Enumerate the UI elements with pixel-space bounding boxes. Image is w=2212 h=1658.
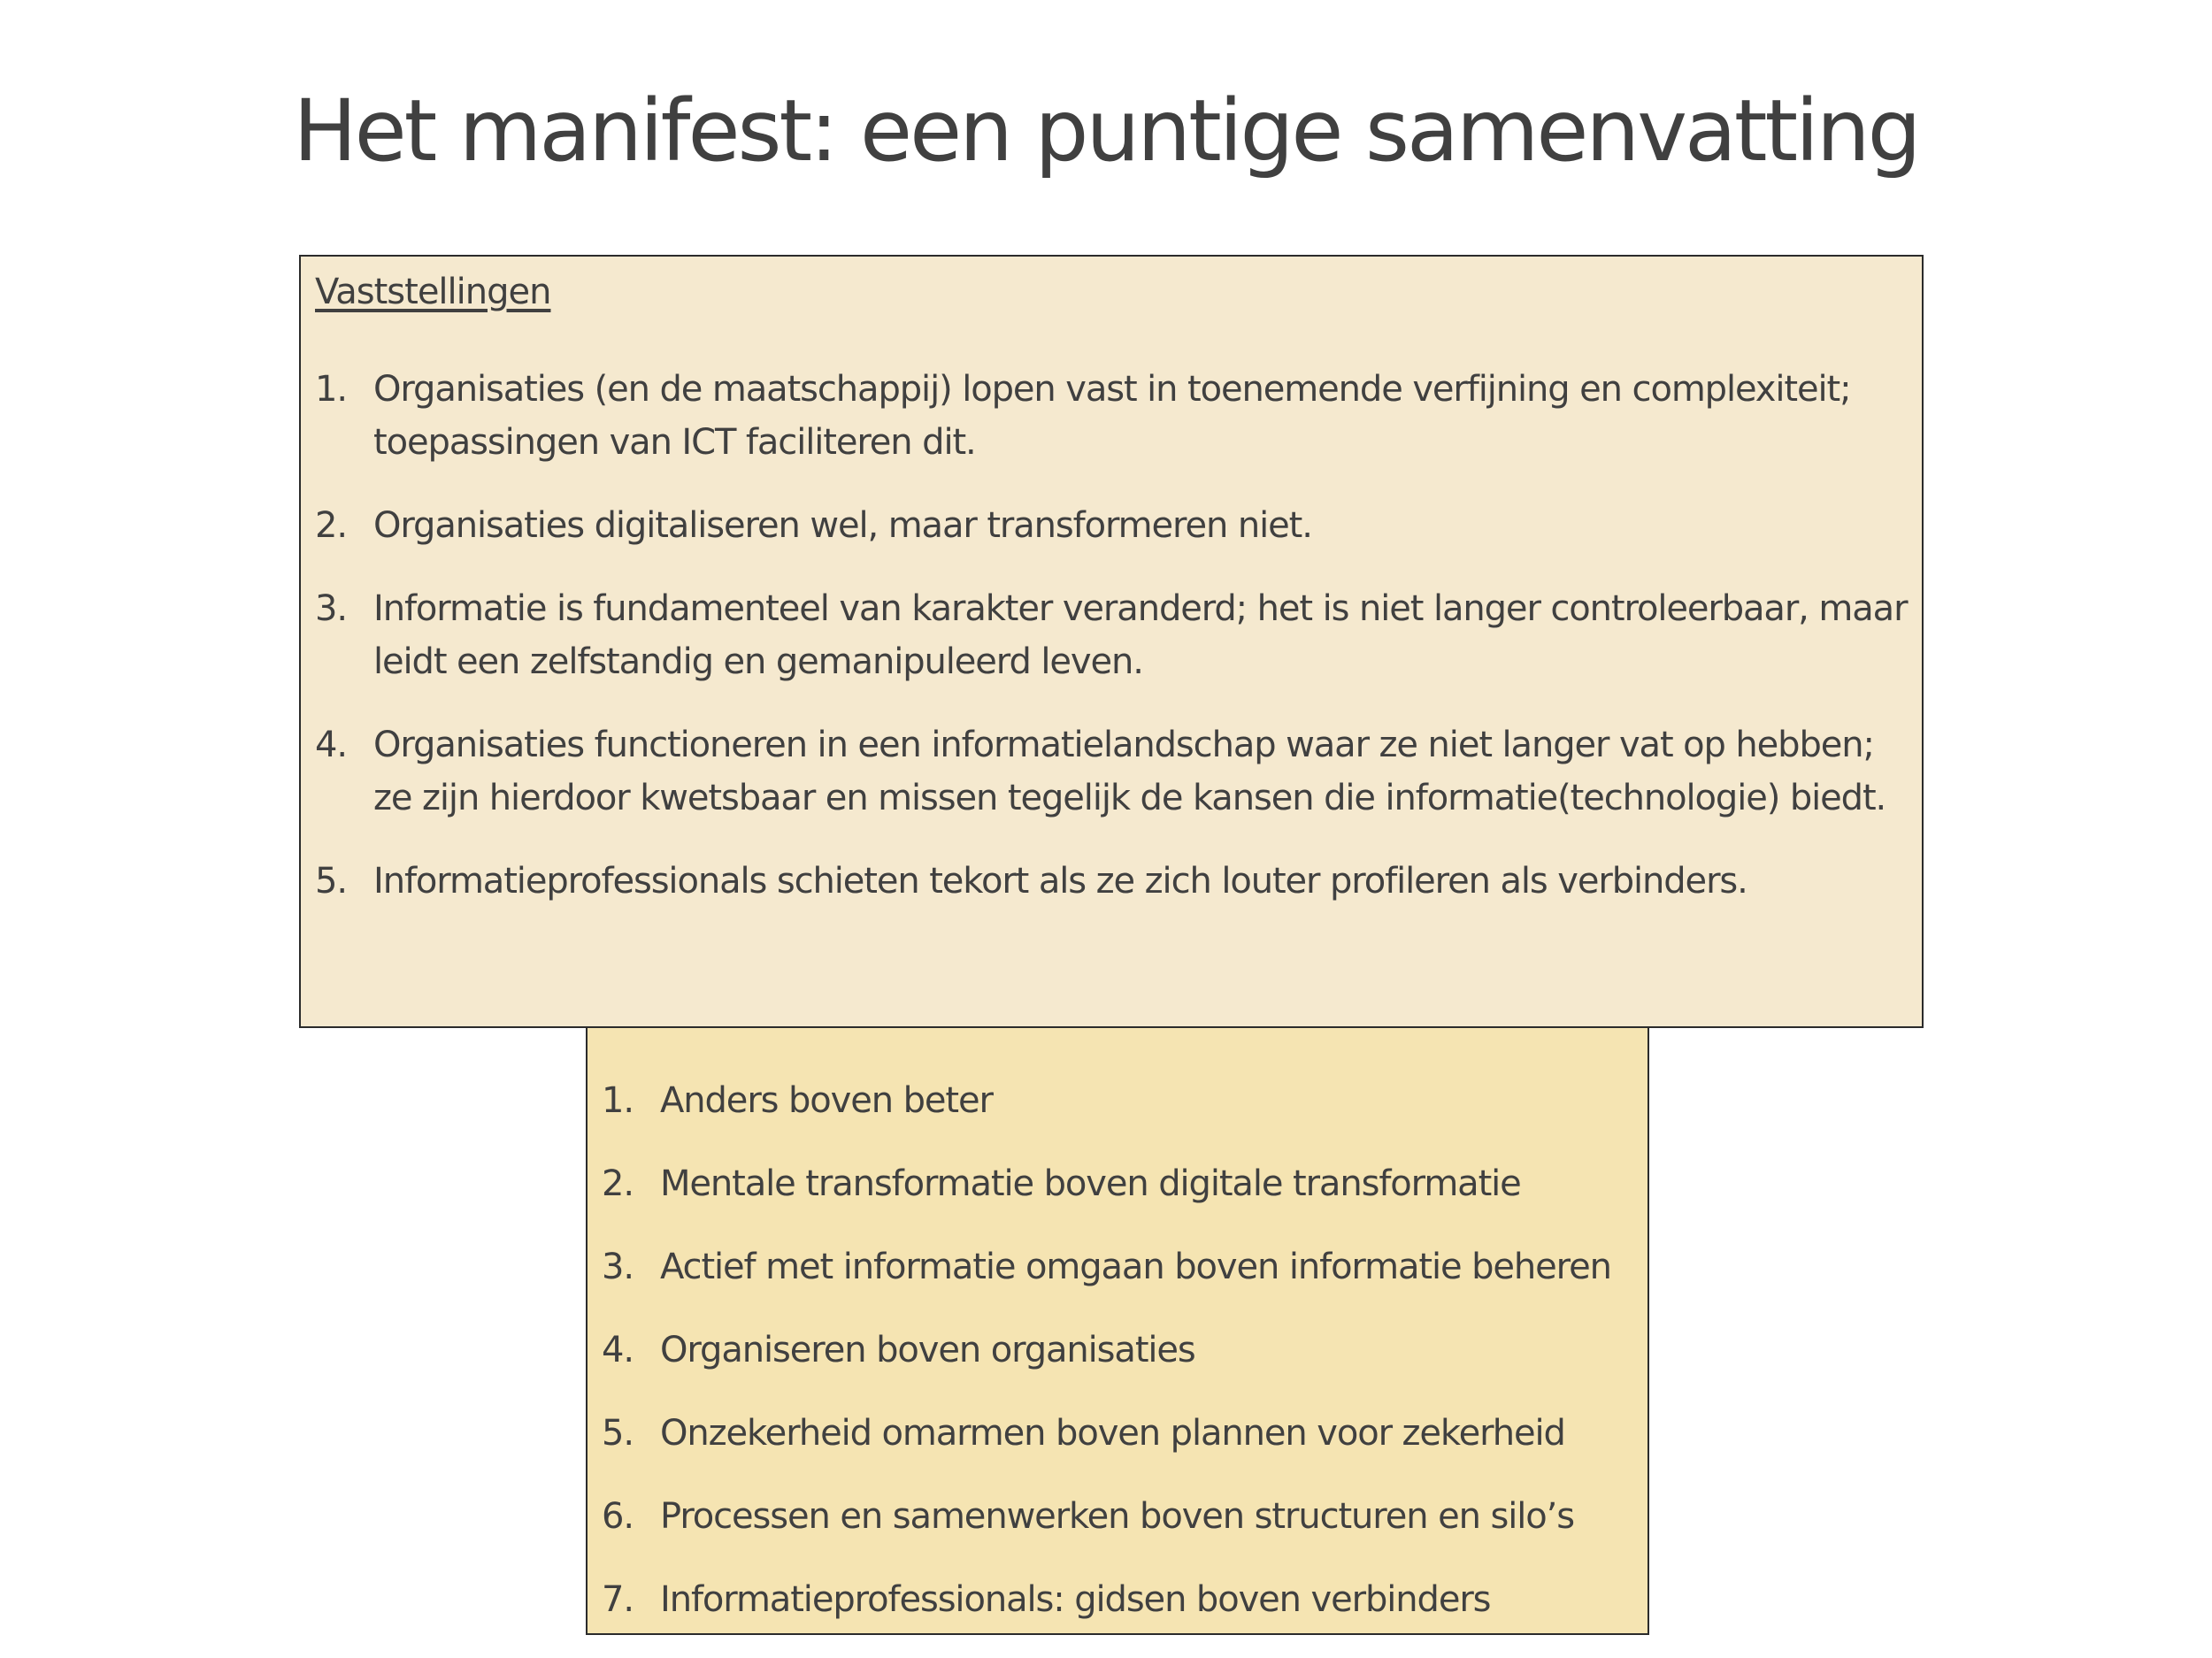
findings-list-item [315,582,1908,688]
list-item-number: 5. [315,861,347,902]
list-item-number: 2. [315,505,347,546]
principles-list-item [602,1157,1633,1210]
list-item-text: Informatieprofessionals schieten tekort als ze zich louter profileren als verbinders. [373,861,1747,902]
principles-list-item [602,1324,1633,1377]
list-item-text: Informatieprofessionals: gidsen boven verbinders [660,1579,1491,1620]
findings-list-item [315,718,1908,825]
list-item-text: Informatie is fundamenteel van karakter veranderd; het is niet langer controleerbaar, maar leidt een zelfstandig en gemanipuleerd leven. [373,588,1908,682]
principles-list-item [602,1490,1633,1543]
list-item-number: 3. [602,1247,634,1287]
list-item-text: Organisaties (en de maatschappij) lopen vast in toenemende verfijning en complexiteit; toepassingen van ICT faciliteren dit. [373,369,1851,463]
findings-list [315,363,1908,908]
list-item-number: 7. [602,1579,634,1620]
findings-list-item [315,855,1908,908]
list-item-text: Anders boven beter [660,1080,993,1121]
findings-list-item [315,363,1908,469]
list-item-text: Onzekerheid omarmen boven plannen voor zekerheid [660,1413,1565,1454]
list-item-number: 4. [315,725,347,765]
list-item-number: 5. [602,1413,634,1454]
list-item-text: Organisaties functioneren in een informatielandschap waar ze niet langer vat op hebben; ze zijn hierdoor kwetsbaar en missen tegelijk de kansen die informatie(technologie) biedt. [373,725,1886,818]
list-item-text: Organisaties digitaliseren wel, maar transformeren niet. [373,505,1312,546]
list-item-number: 2. [602,1163,634,1204]
findings-heading: Vaststellingen [315,272,551,312]
principles-list-item [602,1407,1633,1460]
list-item-text: Mentale transformatie boven digitale transformatie [660,1163,1521,1204]
principles-box [586,1026,1649,1635]
list-item-number: 1. [602,1080,634,1121]
list-item-text: Actief met informatie omgaan boven informatie beheren [660,1247,1611,1287]
findings-list-item [315,499,1908,552]
principles-list-item [602,1240,1633,1293]
findings-box [299,255,1924,1028]
principles-list-item [602,1074,1633,1127]
slide-title: Het manifest: een puntige samenvatting [293,81,1919,180]
list-item-number: 4. [602,1330,634,1370]
list-item-text: Organiseren boven organisaties [660,1330,1195,1370]
list-item-number: 6. [602,1496,634,1537]
list-item-number: 3. [315,588,347,629]
principles-list-item [602,1573,1633,1626]
list-item-text: Processen en samenwerken boven structuren en silo’s [660,1496,1575,1537]
principles-list [602,1074,1633,1626]
list-item-number: 1. [315,369,347,410]
